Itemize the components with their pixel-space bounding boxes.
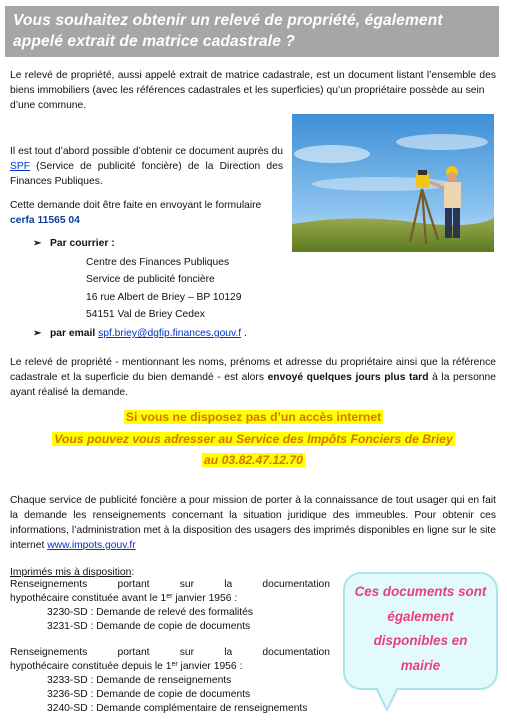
group2-line1 — [10, 646, 330, 661]
form-item: 3240-SD : Demande complémentaire de renseignements — [47, 703, 308, 714]
highlight-line-2 — [0, 431, 507, 449]
word: portant — [117, 579, 150, 590]
delivery-text: Le relevé de propriété - mentionnant les noms, prénoms et adresse du propriétaire ainsi que la référence cadastrale et la superficie du bien demandé - est alors — [10, 357, 496, 383]
superscript: er — [166, 593, 173, 600]
imprimes-title: Imprimés mis à disposition — [10, 567, 132, 578]
spf-text-before: Il est tout d’abord possible d’obtenir ce document auprès du — [10, 146, 283, 157]
highlight-text-1: Si vous ne disposez pas d’un accès internet — [125, 410, 382, 424]
form-item: 3236-SD : Demande de copie de documents — [47, 689, 251, 700]
spf-paragraph — [10, 145, 283, 190]
word: portant — [117, 647, 150, 658]
form-item: 3231-SD : Demande de copie de documents — [47, 621, 251, 632]
group2-text-end: janvier 1956 : — [177, 661, 243, 672]
cerfa-paragraph — [10, 199, 283, 229]
intro-text-end: d’une commune. — [10, 99, 87, 111]
form-item: 3233-SD : Demande de renseignements — [47, 675, 232, 686]
group1-text: hypothécaire constituée avant le 1 — [10, 593, 167, 604]
highlight-line-1 — [0, 409, 507, 427]
callout-line: Ces documents sont — [354, 584, 487, 599]
word: la — [224, 647, 233, 658]
address-line: 16 rue Albert de Briey – BP 10129 — [86, 291, 242, 303]
arrow-bullet-icon: ➢ — [33, 238, 42, 249]
surveyor-photo-image — [292, 114, 494, 252]
email-end: . — [241, 328, 247, 339]
callout-line: également — [387, 608, 454, 624]
address-line: Centre des Finances Publiques — [86, 257, 230, 268]
imprimes-colon: : — [131, 567, 135, 578]
mairie-callout-bubble — [343, 572, 498, 690]
spf-link[interactable]: SPF — [10, 160, 31, 172]
delivery-text-end: à la personne ayant réalisé la demande. — [10, 371, 496, 398]
callout-text — [345, 580, 496, 678]
email-link[interactable]: spf.briey@dgfip.finances.gouv.f — [98, 328, 242, 339]
highlight-text-2: Vous pouvez vous adresser au Service des Impôts Fonciers de Briey — [54, 432, 453, 446]
group1-text-end: janvier 1956 : — [172, 593, 238, 604]
group1-line2 — [10, 592, 330, 607]
intro-text: Le relevé de propriété, aussi appelé extrait de matrice cadastrale, est un document listant l’ensemble des biens immobiliers (avec les références cadastrales et les superficies) qu’un propriétaire possède au sein — [10, 70, 496, 96]
group2-line2 — [10, 660, 330, 675]
bubble-tail-fill — [377, 687, 397, 708]
callout-line: mairie — [400, 657, 441, 673]
phone-number: au 03.82.47.12.70 — [204, 453, 303, 467]
highlight-line-3 — [0, 452, 507, 470]
address-line: Service de publicité foncière — [86, 274, 215, 286]
cerfa-text: Cette demande doit être faite en envoyant le formulaire — [10, 200, 262, 211]
intro-paragraph — [10, 69, 496, 114]
address-line: 54151 Val de Briey Cedex — [86, 308, 205, 320]
title-line-1: Vous souhaitez obtenir un relevé de propriété, également — [13, 12, 443, 29]
word: documentation — [262, 579, 330, 590]
impots-link[interactable]: www.impots.gouv.fr — [47, 539, 136, 551]
word: Renseignements — [10, 579, 88, 590]
title-banner — [5, 6, 499, 57]
callout-line: disponibles en — [373, 633, 468, 648]
delivery-paragraph — [10, 356, 496, 401]
group2-text: hypothécaire constituée depuis le 1 — [10, 661, 172, 672]
form-item: 3230-SD : Demande de relevé des formalités — [47, 607, 254, 618]
word: la — [224, 579, 233, 590]
cerfa-number: cerfa 11565 04 — [10, 214, 80, 226]
delivery-bold: envoyé quelques jours plus tard — [267, 371, 429, 383]
email-label: par email — [50, 328, 99, 339]
spf-text-after: (Service de publicité foncière) de la Direction des Finances Publiques. — [10, 160, 283, 187]
superscript: er — [171, 661, 178, 668]
mission-text: Chaque service de publicité foncière a pour mission de porter à la connaissance de tout usager qui en fait la demande les renseignements concernant la situation juridique des immeubles. Pour obtenir ces informations, l’administration met à la disposition des usagers des imprimés disponibles en ligne sur le site internet — [10, 495, 496, 551]
word: documentation — [262, 647, 330, 658]
word: sur — [179, 579, 195, 590]
courrier-label: Par courrier : — [50, 238, 115, 249]
arrow-bullet-icon: ➢ — [33, 328, 42, 339]
word: sur — [179, 647, 195, 658]
email-bullet — [33, 327, 247, 342]
word: Renseignements — [10, 647, 88, 658]
group1-line1 — [10, 578, 330, 593]
title-line-2: appelé extrait de matrice cadastrale ? — [13, 33, 296, 50]
spf-mission-paragraph — [10, 494, 496, 554]
courrier-bullet — [33, 237, 115, 252]
surveyor-photo — [292, 114, 494, 252]
postal-address — [86, 254, 242, 323]
